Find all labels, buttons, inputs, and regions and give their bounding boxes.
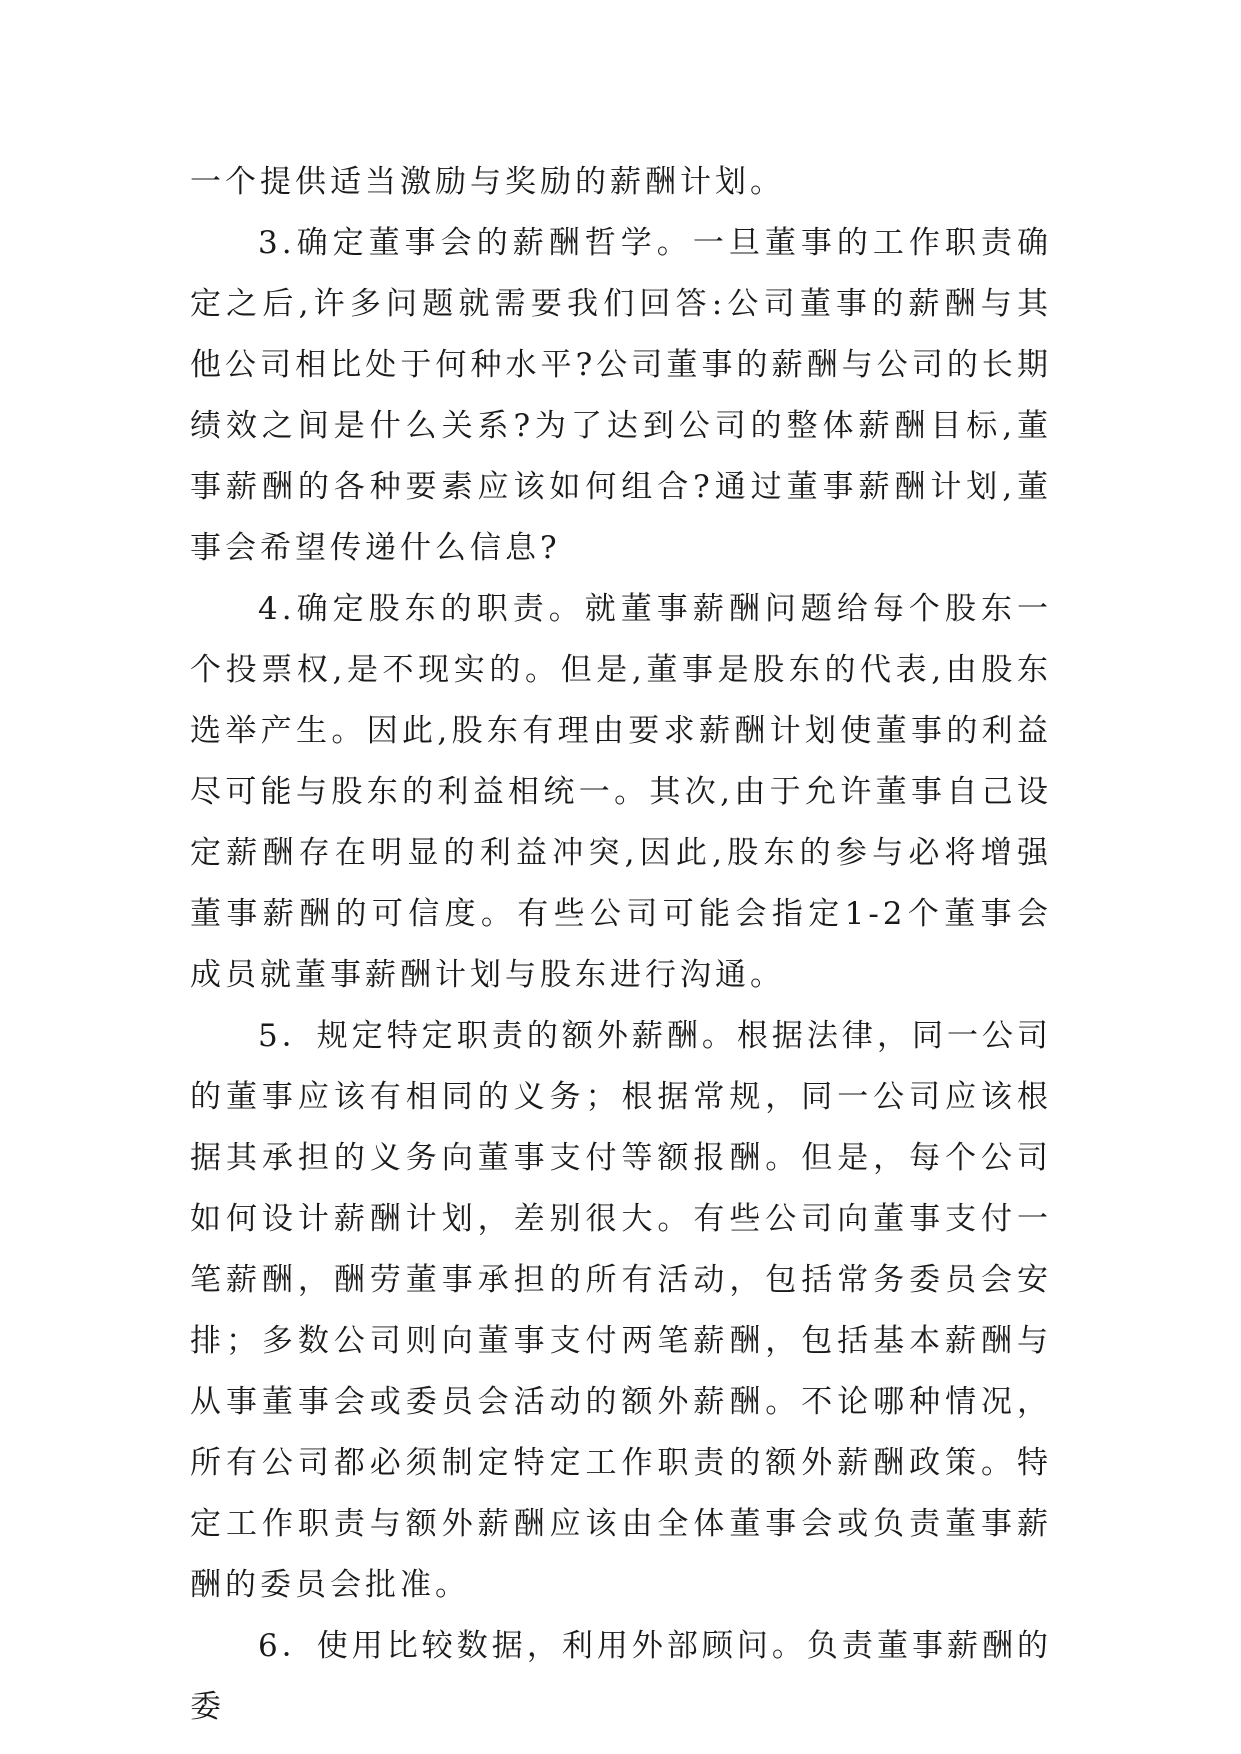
paragraph-item-5: 5．规定特定职责的额外薪酬。根据法律，同一公司的董事应该有相同的义务；根据常规，同一公司应该根据其承担的义务向董事支付等额报酬。但是，每个公司如何设计薪酬计划，差别很大。有些公司向董事支付一笔薪酬，酬劳董事承担的所有活动，包括常务委员会安排；多数公司则向董事支付两笔薪酬，包括基本薪酬与从事董事会或委员会活动的额外薪酬。不论哪种情况，所有公司都必须制定特定工作职责的额外薪酬政策。特定工作职责与额外薪酬应该由全体董事会或负责董事薪酬的委员会批准。 [190,1018,1052,1603]
paragraph-continuation: 一个提供适当激励与奖励的薪酬计划。 [190,164,785,200]
paragraph-item-6: 6．使用比较数据，利用外部顾问。负责董事薪酬的委 [190,1628,1052,1725]
paragraph-item-4: 4.确定股东的职责。就董事薪酬问题给每个股东一个投票权,是不现实的。但是,董事是股东的代表,由股东选举产生。因此,股东有理由要求薪酬计划使董事的利益尽可能与股东的利益相统一。其次,由于允许董事自己设定薪酬存在明显的利益冲突,因此,股东的参与必将增强董事薪酬的可信度。有些公司可能会指定1-2个董事会成员就董事薪酬计划与股东进行沟通。 [190,591,1052,993]
document-body [190,152,1052,1738]
paragraph-item-3: 3.确定董事会的薪酬哲学。一旦董事的工作职责确定之后,许多问题就需要我们回答:公司董事的薪酬与其他公司相比处于何种水平?公司董事的薪酬与公司的长期绩效之间是什么关系?为了达到公司的整体薪酬目标,董事薪酬的各种要素应该如何组合?通过董事薪酬计划,董事会希望传递什么信息? [190,225,1052,566]
